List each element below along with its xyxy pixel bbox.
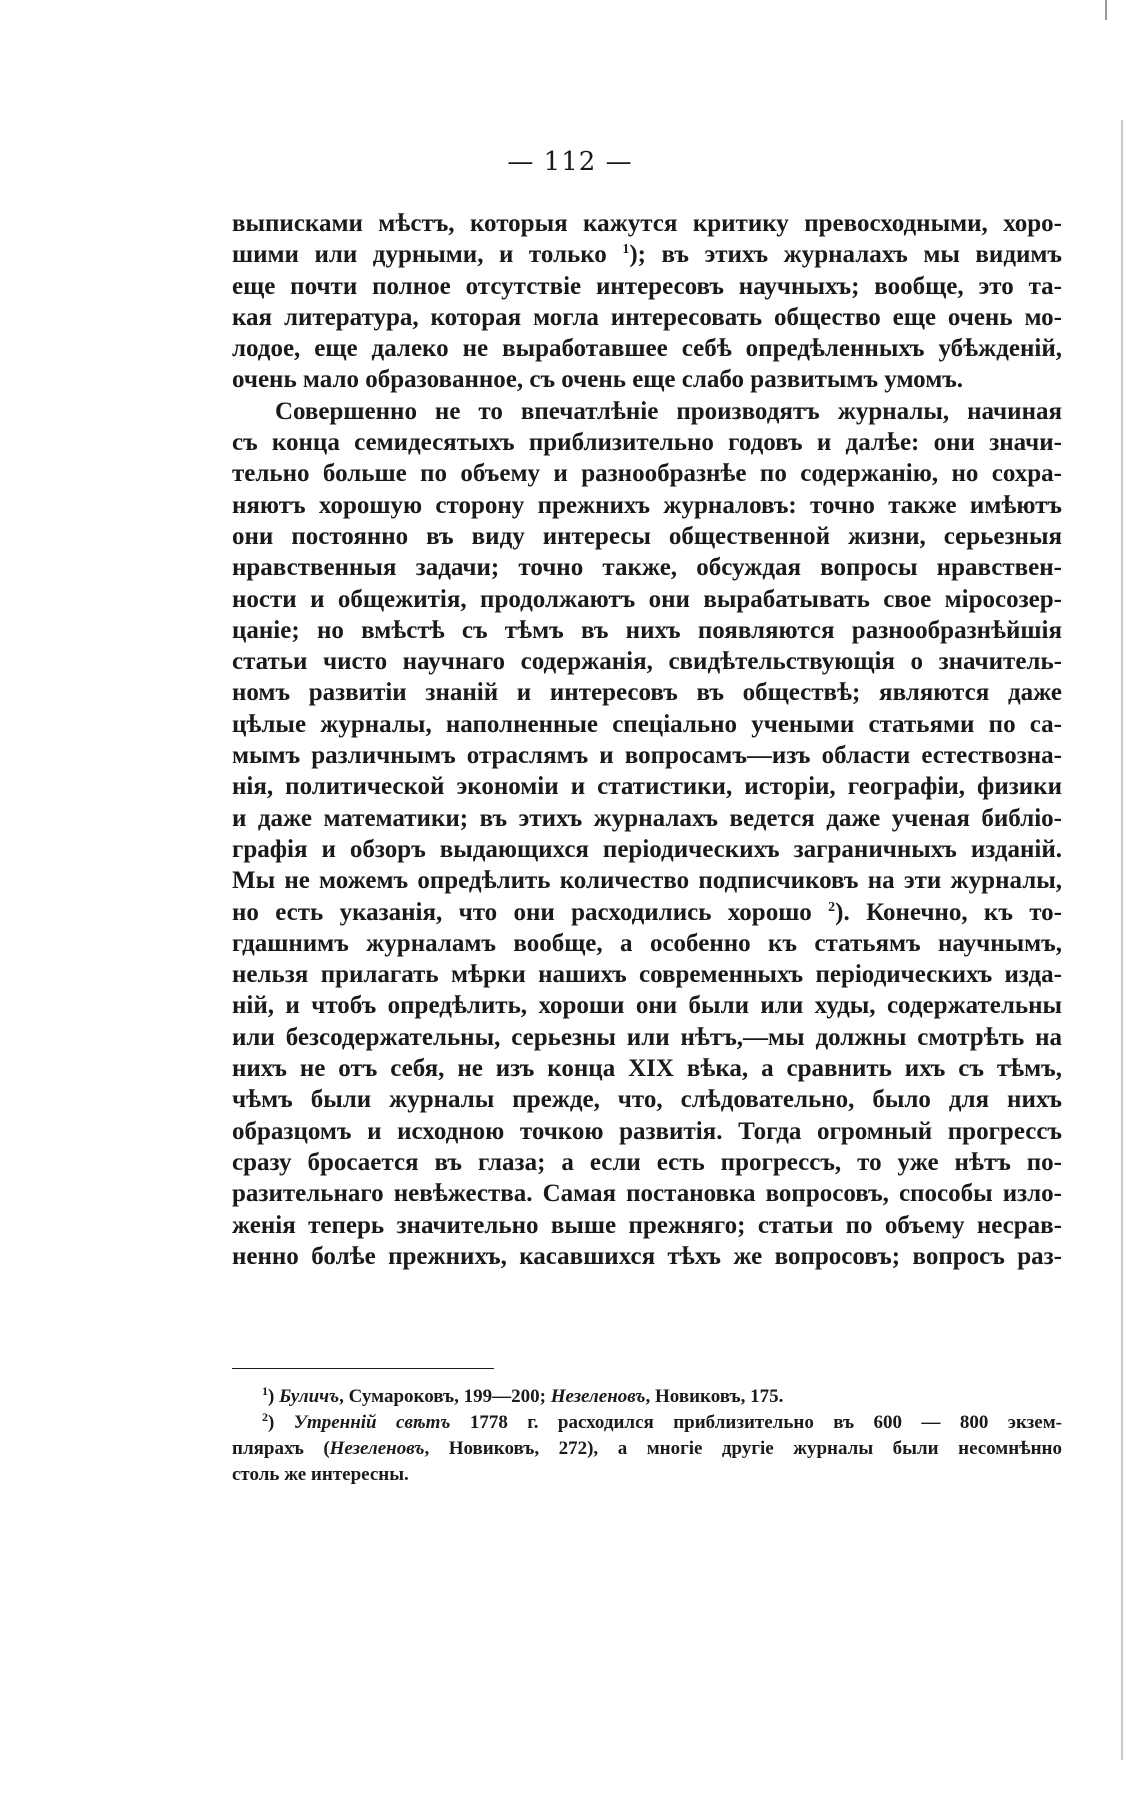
footnote-marker: 1	[262, 1384, 268, 1398]
text-line: цѣлые журналы, наполненные спеціально учеными статьями по са-	[232, 710, 1062, 738]
text-line: шими или дурными, и только $^1$); въ этихъ журналахъ мы видимъ	[232, 241, 1062, 269]
text-line: сразу бросается въ глаза; а если есть прогрессъ, то уже нѣтъ по-	[232, 1148, 1062, 1176]
text-line: нія, политической экономіи и статистики, исторіи, географіи, физики	[232, 773, 1062, 801]
main-text	[232, 208, 1062, 1272]
text-line: разительнаго невѣжества. Самая постановка вопросовъ, способы изло-	[232, 1180, 1062, 1208]
footnote-marker: 2	[262, 1410, 268, 1424]
text-line: ній, и чтобъ опредѣлить, хороши они были или худы, содержательны	[232, 992, 1062, 1020]
footnote-author: Буличъ	[279, 1386, 340, 1407]
text-line: или безсодержательны, серьезны или нѣтъ,—мы должны смотрѣть на	[232, 1023, 1062, 1051]
text-line: гдашнимъ журналамъ вообще, а особенно къ статьямъ научнымъ,	[232, 929, 1062, 957]
text-line: кая литература, которая могла интересовать общество еще очень мо-	[232, 303, 1062, 331]
text-line: няютъ хорошую сторону прежнихъ журналовъ: точно также имѣютъ	[232, 491, 1062, 519]
footnote-2: $^2$) Утренній свѣтъ 1778 г. расходился приблизительно въ 600 — 800 экзем-	[262, 1410, 1062, 1433]
footnote-author: Незеленовъ	[329, 1438, 425, 1459]
text-line: чѣмъ были журналы прежде, что, слѣдовательно, было для нихъ	[232, 1086, 1062, 1114]
text-line: номъ развитіи знаній и интересовъ въ обществѣ; являются даже	[232, 679, 1062, 707]
text-line: нельзя прилагать мѣрки нашихъ современныхъ періодическихъ изда-	[232, 961, 1062, 989]
footnote-1: $^1$) Буличъ, Сумароковъ, 199—200; Незеленовъ, Новиковъ, 175.	[262, 1384, 784, 1407]
text-line: и даже математики; въ этихъ журналахъ ведется даже ученая библіо-	[232, 804, 1062, 832]
text-line: нихъ не отъ себя, не изъ конца XIX вѣка, а сравнить ихъ съ тѣмъ,	[232, 1055, 1062, 1083]
footnote-title: Утренній свѣтъ	[293, 1412, 451, 1433]
text-line: ности и общежитія, продолжаютъ они вырабатывать свое міросозер-	[232, 585, 1062, 613]
text-line: еще почти полное отсутствіе интересовъ научныхъ; вообще, это та-	[232, 272, 1062, 300]
text-line: нравственныя задачи; точно также, обсуждая вопросы нравствен-	[232, 554, 1062, 582]
text-line: женія теперь значительно выше прежняго; статьи по объему несрав-	[232, 1211, 1062, 1239]
footnotes	[232, 1384, 1062, 1488]
text-line: съ конца семидесятыхъ приблизительно годовъ и далѣе: они значи-	[232, 429, 1062, 457]
footnote-ref-2[interactable]: 2	[828, 899, 836, 915]
text-line: мымъ различнымъ отраслямъ и вопросамъ—изъ области естествозна-	[232, 742, 1062, 770]
scan-edge-right	[1121, 120, 1123, 1760]
text-line: графія и обзоръ выдающихся періодическихъ заграничныхъ изданій.	[232, 835, 1062, 863]
text-line: Совершенно не то впечатлѣніе производятъ журналы, начиная	[275, 397, 1062, 425]
scan-edge-top-mark	[1105, 0, 1107, 20]
text-line: тельно больше по объему и разнообразнѣе по содержанію, но сохра-	[232, 460, 1062, 488]
text-line: но есть указанія, что они расходились хорошо $^2$). Конечно, къ то-	[232, 898, 1062, 926]
footnote-author: Незеленовъ	[550, 1386, 646, 1407]
page-number: — 112 —	[507, 147, 633, 177]
footnote-2-end: столь же интересны.	[232, 1464, 409, 1485]
text-line: ненно болѣе прежнихъ, касавшихся тѣхъ же вопросовъ; вопросъ раз-	[232, 1242, 1062, 1270]
text-line: образцомъ и исходною точкою развитія. Тогда огромный прогрессъ	[232, 1117, 1062, 1145]
text-line: статьи чисто научнаго содержанія, свидѣтельствующія о значитель-	[232, 648, 1062, 676]
footnote-divider	[232, 1368, 494, 1369]
text-line: цаніе; но вмѣстѣ съ тѣмъ въ нихъ появляются разнообразнѣйшія	[232, 616, 1062, 644]
text-line: Мы не можемъ опредѣлить количество подписчиковъ на эти журналы,	[232, 867, 1062, 895]
text-line: очень мало образованное, съ очень еще слабо развитымъ умомъ.	[232, 366, 964, 394]
text-line: выписками мѣстъ, которыя кажутся критику превосходными, хоро-	[232, 210, 1062, 237]
footnote-ref-1[interactable]: 1	[622, 242, 630, 258]
footnote-2-cont: плярахъ (Незеленовъ, Новиковъ, 272), а многіе другіе журналы были несомнѣнно	[232, 1438, 1062, 1459]
text-line: они постоянно въ виду интересы общественной жизни, серьезныя	[232, 522, 1062, 550]
text-line: лодое, еще далеко не выработавшее себѣ опредѣленныхъ убѣжденій,	[232, 335, 1062, 363]
